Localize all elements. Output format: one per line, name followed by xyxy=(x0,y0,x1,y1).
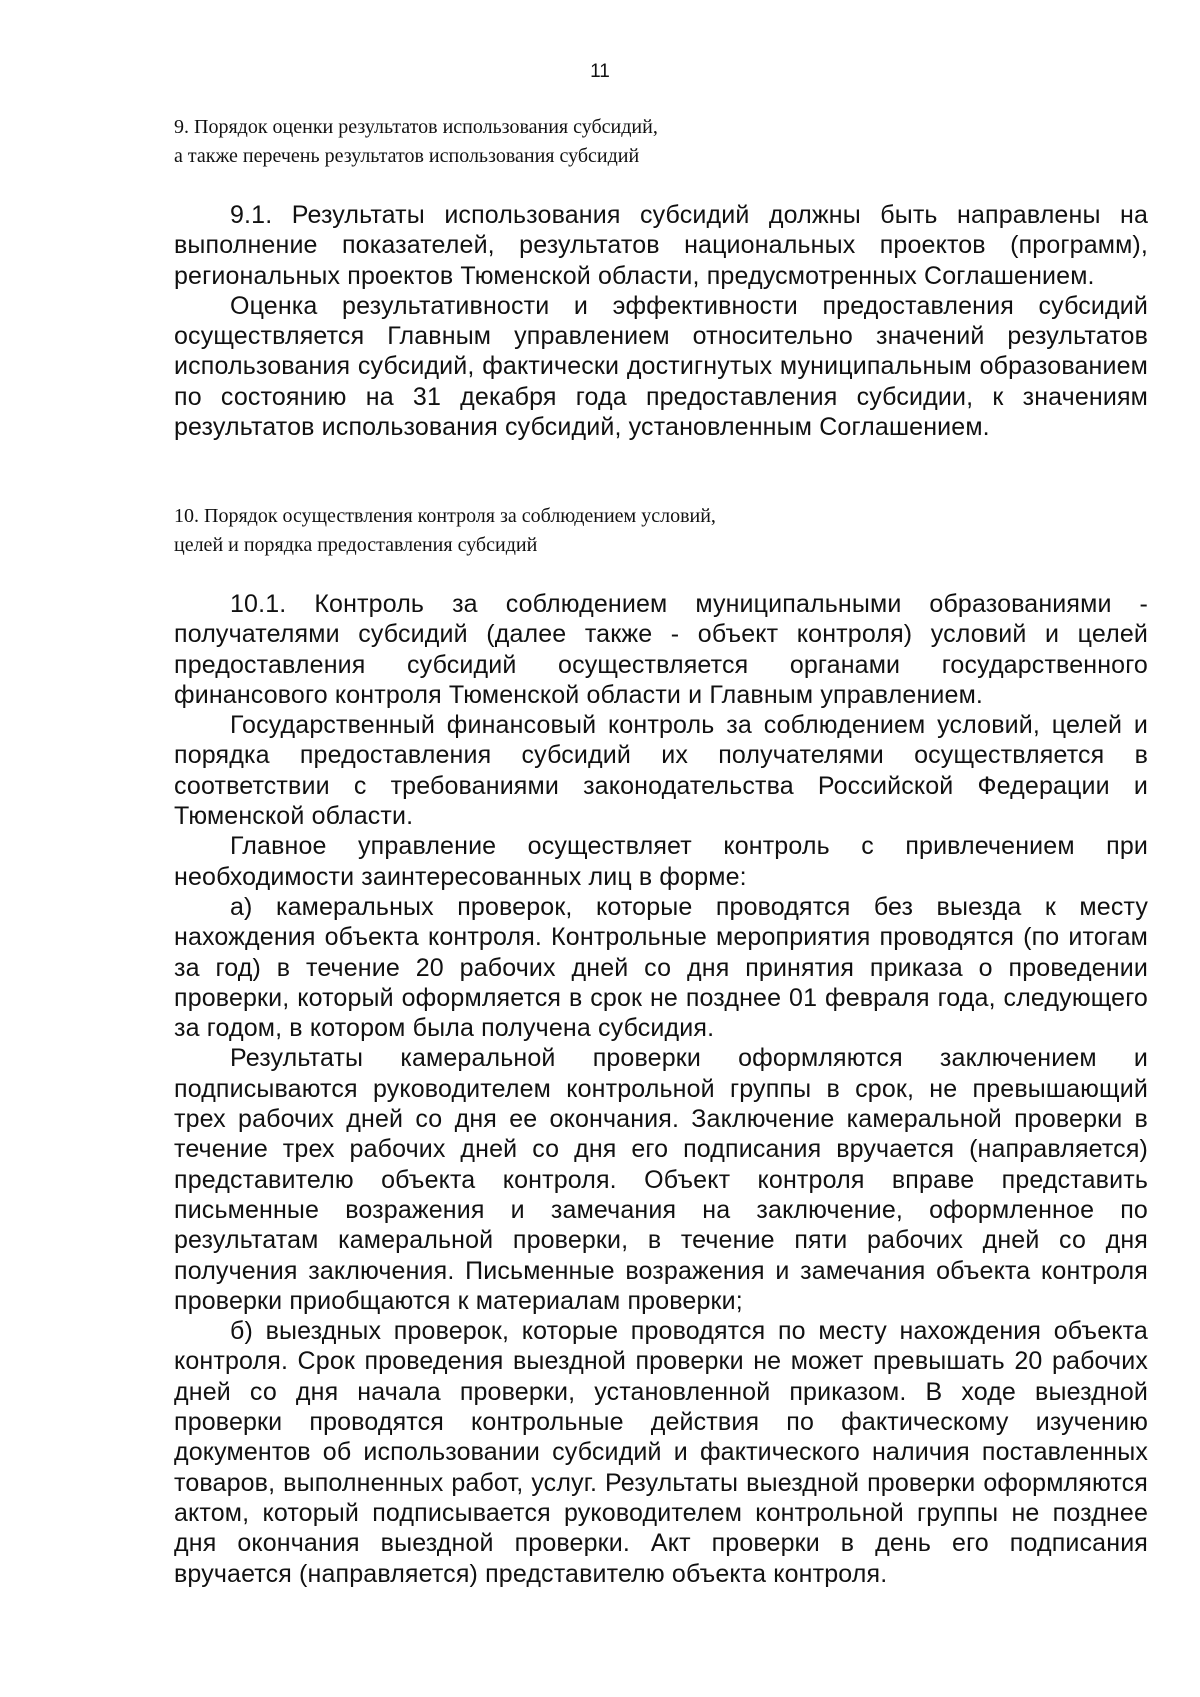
section-10-body xyxy=(174,589,1148,1589)
paragraph-9-assessment: Оценка результативности и эффективности предоставления субсидий осуществляется Главным управлением относительно значений результатов использования субсидий, фактически достигнутых муниципальным образованием по состоянию на 31 декабря года предоставления субсидии, к значениям результатов использования субсидий, установленным Соглашением. xyxy=(174,291,1148,442)
paragraph-control-forms: Главное управление осуществляет контроль с привлечением при необходимости заинтересованных лиц в форме: xyxy=(174,832,1148,891)
paragraph-10-1: 10.1. Контроль за соблюдением муниципальными образованиями - получателями субсидий (далее также - объект контроля) условий и целей предоставления субсидий осуществляется органами государственного финансового контроля Тюменской области и Главным управлением. xyxy=(174,590,1148,709)
paragraph-field-audits: б) выездных проверок, которые проводятся по месту нахождения объекта контроля. Срок проведения выездной проверки не может превышать 20 рабочих дней со дня начала проверки, установленной приказом. В ходе выездной проверки проводятся контрольные действия по фактическому изучению документов об использовании субсидий и фактического наличия поставленных товаров, выполненных работ, услуг. Результаты выездной проверки оформляются актом, который подписывается руководителем контрольной группы не позднее дня окончания выездной проверки. Акт проверки в день его подписания вручается (направляется) представителю объекта контроля. xyxy=(174,1317,1148,1588)
page-number: 11 xyxy=(590,61,610,82)
paragraph-desk-audit-results: Результаты камеральной проверки оформляются заключением и подписываются руководителем контрольной группы в срок, не превышающий трех рабочих дней со дня ее окончания. Заключение камеральной проверки в течение трех рабочих дней со дня его подписания вручается (направляется) представителю объекта контроля. Объект контроля вправе представить письменные возражения и замечания на заключение, оформленное по результатам камеральной проверки, в течение пяти рабочих дней со дня получения заключения. Письменные возражения и замечания объекта контроля проверки приобщаются к материалам проверки; xyxy=(174,1044,1148,1315)
section-10-heading xyxy=(174,502,1074,560)
section-10-heading-line-2: целей и порядка предоставления субсидий xyxy=(174,534,538,556)
paragraph-state-financial-control: Государственный финансовый контроль за соблюдением условий, целей и порядка предоставления субсидий их получателями осуществляется в соответствии с требованиями законодательства Российской Федерации и Тюменской области. xyxy=(174,711,1148,831)
paragraph-9-1: 9.1. Результаты использования субсидий должны быть направлены на выполнение показателей, результатов национальных проектов (программ), региональных проектов Тюменской области, предусмотренных Соглашением. xyxy=(174,201,1148,290)
section-9-heading-line-1: 9. Порядок оценки результатов использования субсидий, xyxy=(174,116,658,138)
section-9-heading-line-2: а также перечень результатов использования субсидий xyxy=(174,145,640,167)
section-9-heading xyxy=(174,113,1074,171)
section-10-heading-line-1: 10. Порядок осуществления контроля за соблюдением условий, xyxy=(174,505,716,527)
section-9-body xyxy=(174,200,1148,442)
paragraph-desk-audits: а) камеральных проверок, которые проводятся без выезда к месту нахождения объекта контроля. Контрольные мероприятия проводятся (по итогам за год) в течение 20 рабочих дней со дня принятия приказа о проведении проверки, который оформляется в срок не позднее 01 февраля года, следующего за годом, в котором была получена субсидия. xyxy=(174,892,1148,1043)
